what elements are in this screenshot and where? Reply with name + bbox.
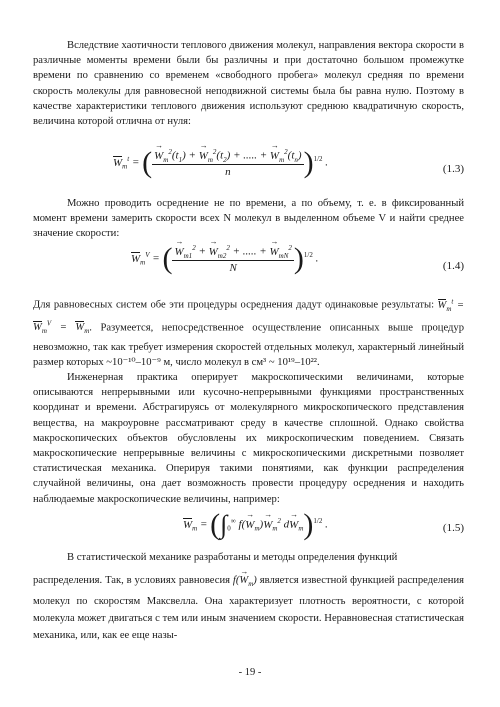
paragraph-6-text-a: распределения. Так, в условиях равновесия [33, 575, 230, 586]
equation-1-3 [33, 148, 464, 194]
paragraph-4-text: Инженерная практика оперирует макроскопическими величинами, которые описываются непрерывными или кусочно-непрерывными функциями пространственных координат и времени. Абстрагируясь от молекулярного микроскопического представления вещества, на макроуровне рассматривают среду в качестве сплошной. Однако свойства макроскопических объектов обусловлены их микроскопическим поведением. Связать макроскопические непрерывные величины с микроскопическими дискретными позволяет статистическая механика. Оперируя такими понятиями, как функции распределения случайной величины, она дает возможность провести процедуру осреднения и находить наблюдаемые макроскопические величины, например: [33, 372, 464, 505]
paragraph-2 [33, 196, 464, 242]
paragraph-5 [33, 550, 464, 565]
equation-1-5 [33, 508, 464, 550]
paragraph-6-text [33, 572, 464, 644]
equation-number-1-4: (1.4) [442, 260, 464, 272]
paragraph-1-text: Вследствие хаотичности теплового движения молекул, направления вектора скорости в различные моменты времени были бы различны и при достаточно большом промежутке времени по сравнению со временем «свободного пробега» молекул средняя по времени скорость молекулы для равновесной неподвижной системы была бы равна нулю. Поэтому в качестве характеристики теплового движения используют среднюю квадратичную скорость, величина которой отлична от нуля: [33, 40, 464, 128]
paragraph-3 [33, 294, 464, 370]
paragraph-1 [33, 38, 464, 129]
paragraph-3-text-a: Для равновесных систем обе эти процедуры осреднения дадут одинаковые результаты: [33, 299, 435, 311]
paragraph-6 [33, 572, 464, 644]
equality-inline-formula: $W_m^t = W_m^V = W_m$ [33, 297, 464, 336]
equation-number-1-3: (1.3) [442, 163, 464, 175]
paragraph-2-text: Можно проводить осреднение не по времени, а по объему, т. е. в фиксированный момент времени замерить скорости всех N молекул в выделенном объеме V и найти среднее значение скорости: [33, 198, 464, 240]
equation-1-4-formula: $W_m^V$ = ( → $\frac{W_{m1}^2 + \to W_{m2}^2 + ..... + \to W_{mN}^2}{N}$ )$^{1/2}$ . [131, 244, 318, 274]
paragraph-3-text-b: . Разумеется, непосредственное осуществление описанных выше процедур невозможно, так как требует измерения скоростей отдельных молекул, характерный линейный размер которых ~10⁻¹⁰–10⁻⁹ м, число молекул в см³ ~ 10¹⁹–10²². [33, 322, 464, 368]
page-number: - 19 - [238, 667, 262, 678]
equation-number-1-5: (1.5) [442, 522, 464, 534]
equation-1-3-formula: $W_m^t$ = ( → $\frac{W_m^2(t_1) + \to W_m^2(t_2) + ..... + \to W_m^2(t_n)}{n}$ )$^{1/2}$ . [113, 148, 328, 178]
paragraph-4 [33, 370, 464, 507]
paragraph-5-text: В статистической механике разработаны и методы определения функций [67, 552, 398, 563]
equation-1-4 [33, 244, 464, 292]
maxwell-function-inline: $f(\to W_m)$ [233, 575, 257, 586]
paragraph-6-text-b: является известной функцией распределения молекул по скоростям Максвелла. Она характеризует плотность вероятности, с которой молекула может двигаться с тем или иным значением скорости. Неравновесная статистическая механика, или, как ее еще назы- [33, 575, 465, 642]
paragraph-3-text [33, 294, 464, 370]
equation-1-5-formula: $W_m = (\int_0^\infty$ $f(\to W_m)\to W_m^2$ $d\to W_m)^{1/2}$ . [183, 510, 328, 540]
